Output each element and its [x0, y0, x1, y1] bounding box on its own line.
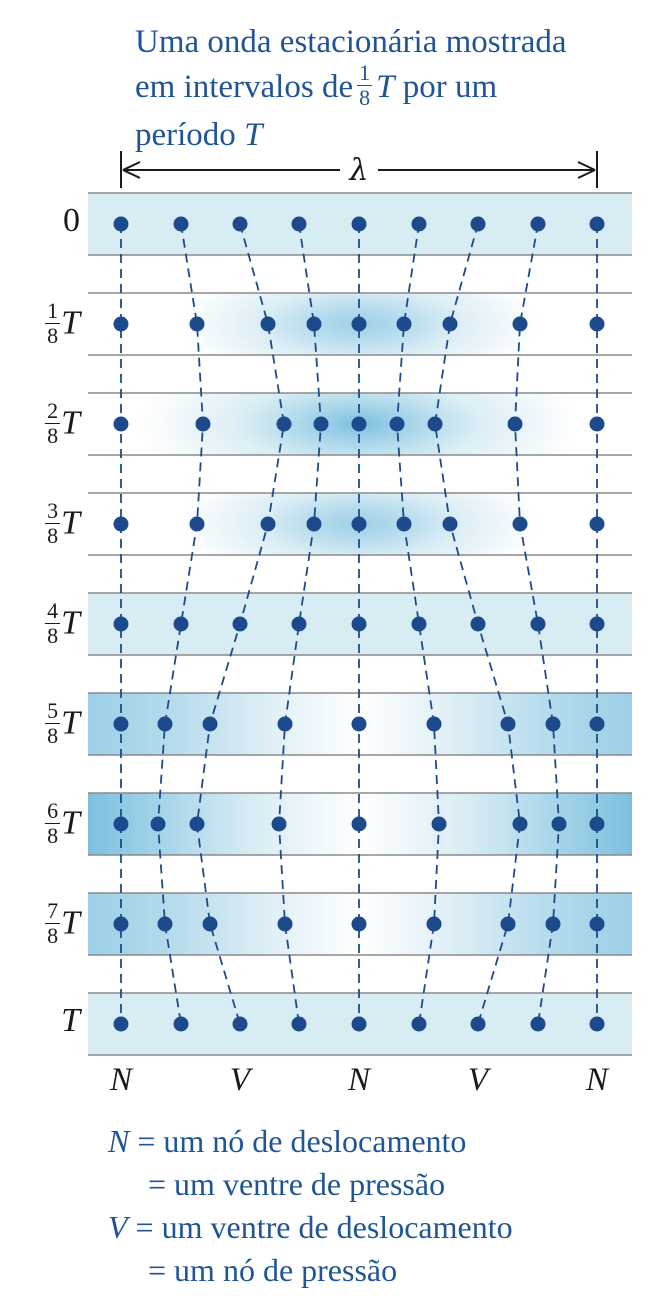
title-line-2-suffix: por um [402, 69, 498, 105]
node-label-n: N [347, 1062, 370, 1098]
particle-dot [352, 917, 367, 932]
particle-dot [513, 317, 528, 332]
legend [108, 1120, 513, 1292]
period-symbol: T [61, 304, 80, 342]
fraction-numerator: 5 [47, 698, 59, 723]
fraction-denominator: 8 [47, 823, 59, 848]
title-line-3-prefix: período [135, 116, 236, 153]
particle-dot [158, 917, 173, 932]
fraction-denominator: 8 [47, 523, 59, 548]
legend-text-1: = um nó de deslocamento [137, 1123, 467, 1159]
particle-dot [352, 617, 367, 632]
period-symbol: T [61, 504, 80, 542]
particle-dot [531, 617, 546, 632]
title-line-1: Uma onda estacionária mostrada [135, 24, 567, 60]
particle-dot [352, 417, 367, 432]
particle-dot [352, 217, 367, 232]
title-period-symbol-2: T [244, 116, 263, 153]
title-fraction-numerator: 1 [359, 59, 371, 85]
legend-text-4: = um nó de pressão [148, 1252, 398, 1288]
title-line-2-prefix: em intervalos de [135, 69, 354, 105]
particle-dot [590, 217, 605, 232]
particle-dot [427, 917, 442, 932]
time-label-3 [0, 500, 80, 547]
particle-dot [513, 517, 528, 532]
particle-dot [428, 417, 443, 432]
legend-text-3: = um ventre de deslocamento [135, 1209, 513, 1245]
time-label-8 [0, 1004, 80, 1038]
particle-dot [261, 517, 276, 532]
particle-dot [531, 217, 546, 232]
time-label-1 [0, 300, 80, 347]
time-label-fraction [45, 400, 60, 447]
particle-dot [114, 617, 129, 632]
particle-dot [412, 1017, 427, 1032]
particle-dot [314, 417, 329, 432]
particle-dot [278, 717, 293, 732]
wavelength-symbol: λ [349, 153, 369, 188]
time-label-2 [0, 400, 80, 447]
fraction-denominator: 8 [47, 323, 59, 348]
legend-line-4 [108, 1249, 513, 1292]
period-symbol: T [61, 904, 80, 942]
particle-dot [427, 717, 442, 732]
particle-dot [471, 617, 486, 632]
particle-dot [272, 817, 287, 832]
particle-dot [397, 317, 412, 332]
particle-dot [590, 717, 605, 732]
fraction-numerator: 7 [47, 898, 59, 923]
particle-dot [292, 617, 307, 632]
particle-dot [203, 717, 218, 732]
node-label-v: V [467, 1062, 489, 1098]
particle-dot [277, 417, 292, 432]
node-label-n: N [109, 1062, 132, 1098]
particle-dot [307, 517, 322, 532]
particle-dot [114, 917, 129, 932]
particle-dot [508, 417, 523, 432]
particle-dot [443, 317, 458, 332]
particle-dot [174, 1017, 189, 1032]
particle-dot [552, 817, 567, 832]
particle-dot [190, 817, 205, 832]
particle-dot [233, 1017, 248, 1032]
particle-dot [114, 417, 129, 432]
fraction-denominator: 8 [47, 623, 59, 648]
particle-dot [114, 1017, 129, 1032]
particle-dot [501, 917, 516, 932]
fraction-denominator: 8 [47, 923, 59, 948]
time-label-4 [0, 600, 80, 647]
particle-dot [174, 617, 189, 632]
period-symbol: T [61, 704, 80, 742]
particle-dot [546, 917, 561, 932]
particle-dot [546, 717, 561, 732]
time-label-fraction [45, 700, 60, 747]
particle-dot [390, 417, 405, 432]
time-label-text: 0 [63, 202, 80, 239]
particle-dot [352, 517, 367, 532]
particle-dot [590, 317, 605, 332]
time-label-fraction [45, 500, 60, 547]
particle-dot [292, 217, 307, 232]
legend-text-2: = um ventre de pressão [148, 1166, 446, 1202]
particle-dot [190, 517, 205, 532]
particle-dot [590, 417, 605, 432]
particle-dot [513, 817, 528, 832]
particle-dot [233, 217, 248, 232]
particle-dot [114, 717, 129, 732]
particle-dot [278, 917, 293, 932]
particle-dot [114, 317, 129, 332]
period-symbol: T [61, 604, 80, 642]
particle-dot [261, 317, 276, 332]
particle-dot [292, 1017, 307, 1032]
time-label-fraction [45, 300, 60, 347]
time-label-fraction [45, 800, 60, 847]
particle-dot [114, 817, 129, 832]
node-label-n: N [585, 1062, 608, 1098]
particle-dot [471, 217, 486, 232]
particle-dot [412, 217, 427, 232]
particle-dot [471, 1017, 486, 1032]
period-symbol: T [61, 404, 80, 442]
particle-dot [196, 417, 211, 432]
node-label-v: V [229, 1062, 251, 1098]
fraction-numerator: 6 [47, 798, 59, 823]
particle-dot [114, 217, 129, 232]
particle-dot [590, 817, 605, 832]
particle-dot [397, 517, 412, 532]
particle-dot [352, 1017, 367, 1032]
particle-dot [590, 1017, 605, 1032]
particle-dot [190, 317, 205, 332]
particle-dot [352, 817, 367, 832]
particle-dot [174, 217, 189, 232]
time-label-7 [0, 900, 80, 947]
time-label-fraction [45, 900, 60, 947]
title-period-symbol: T [376, 69, 395, 105]
wavelength-indicator [121, 151, 597, 188]
particle-dot [233, 617, 248, 632]
particle-dot [352, 317, 367, 332]
particle-dot [443, 517, 458, 532]
time-label-6 [0, 800, 80, 847]
fraction-numerator: 1 [47, 298, 59, 323]
time-label-fraction [45, 600, 60, 647]
fraction-denominator: 8 [47, 423, 59, 448]
fraction-numerator: 2 [47, 398, 59, 423]
fraction-denominator: 8 [47, 723, 59, 748]
particle-dot [158, 717, 173, 732]
legend-symbol-v: V [108, 1209, 128, 1245]
legend-symbol-n: N [108, 1123, 130, 1159]
legend-line-1 [108, 1120, 513, 1163]
particle-dot [352, 717, 367, 732]
particle-dot [590, 517, 605, 532]
particle-dot [203, 917, 218, 932]
legend-line-2 [108, 1163, 513, 1206]
legend-line-3 [108, 1206, 513, 1249]
particle-dot [501, 717, 516, 732]
period-symbol: T [61, 804, 80, 842]
time-label-0 [0, 204, 80, 238]
title-fraction-denominator: 8 [359, 84, 371, 110]
particle-dot [412, 617, 427, 632]
time-label-text: T [61, 1002, 80, 1039]
particle-dot [151, 817, 166, 832]
fraction-numerator: 3 [47, 498, 59, 523]
fraction-numerator: 4 [47, 598, 59, 623]
particle-dot [531, 1017, 546, 1032]
particle-dot [590, 917, 605, 932]
particle-dot [432, 817, 447, 832]
time-label-5 [0, 700, 80, 747]
particle-dot [114, 517, 129, 532]
particle-dot [307, 317, 322, 332]
particle-dot [590, 617, 605, 632]
